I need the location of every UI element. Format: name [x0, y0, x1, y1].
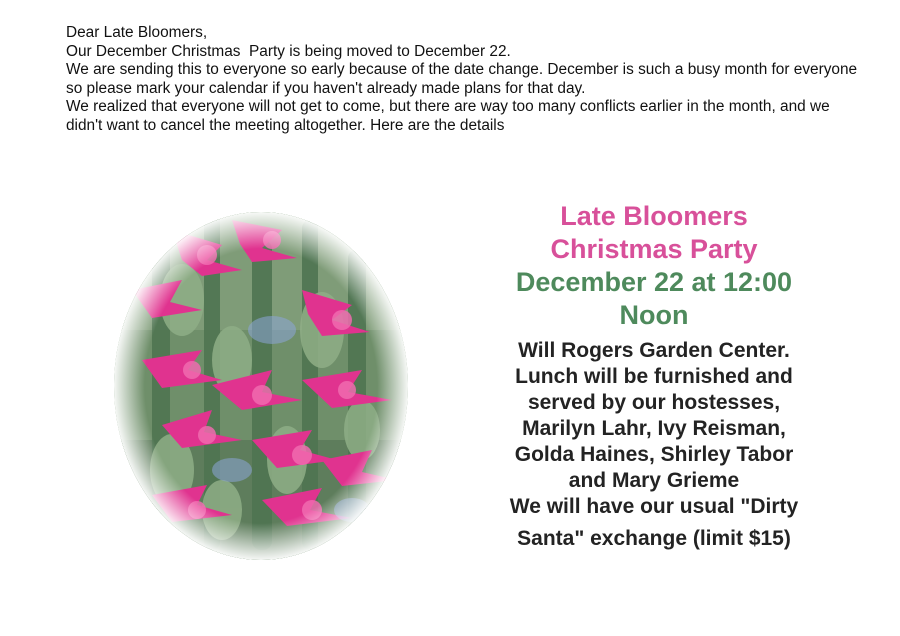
party-flyer	[468, 200, 840, 552]
flyer-detail-line: Golda Haines, Shirley Tabor	[514, 443, 794, 466]
flyer-exchange-line: Santa" exchange (limit $15)	[517, 527, 791, 550]
letter-greeting: Dear Late Bloomers,	[66, 24, 208, 41]
letter-date-change: Our December Christmas Party is being moved to December 22.	[66, 42, 511, 60]
flyer-date-line-1: December 22 at 12:00	[515, 267, 793, 297]
christmas-cactus-photo	[112, 210, 410, 562]
flyer-detail-line: Marilyn Lahr, Ivy Reisman,	[522, 417, 786, 440]
letter	[66, 24, 866, 136]
letter-paragraph-early-notice: We are sending this to everyone so early because of the date change. December is such a busy month for everyone so please mark your calendar if you haven't already made plans for that day.	[66, 61, 862, 97]
flyer-title-line-2: Christmas Party	[550, 234, 758, 264]
flyer-date-line-2: Noon	[619, 300, 689, 330]
flyer-detail-line: Lunch will be furnished and	[515, 365, 793, 388]
flyer-detail-line: Will Rogers Garden Center.	[518, 339, 790, 362]
flyer-detail-line: served by our hostesses,	[527, 391, 781, 414]
flyer-title-line-1: Late Bloomers	[560, 201, 748, 231]
letter-paragraph-conflicts: We realized that everyone will not get to come, but there are way too many conflicts earlier in the month, and we didn't want to cancel the meeting altogether. Here are the details	[66, 98, 834, 134]
flyer-detail-line: and Mary Grieme	[568, 469, 740, 492]
christmas-cactus-flower-photo-icon	[112, 210, 410, 562]
flyer-detail-line: We will have our usual "Dirty	[509, 495, 799, 518]
flyer-details	[468, 338, 840, 520]
